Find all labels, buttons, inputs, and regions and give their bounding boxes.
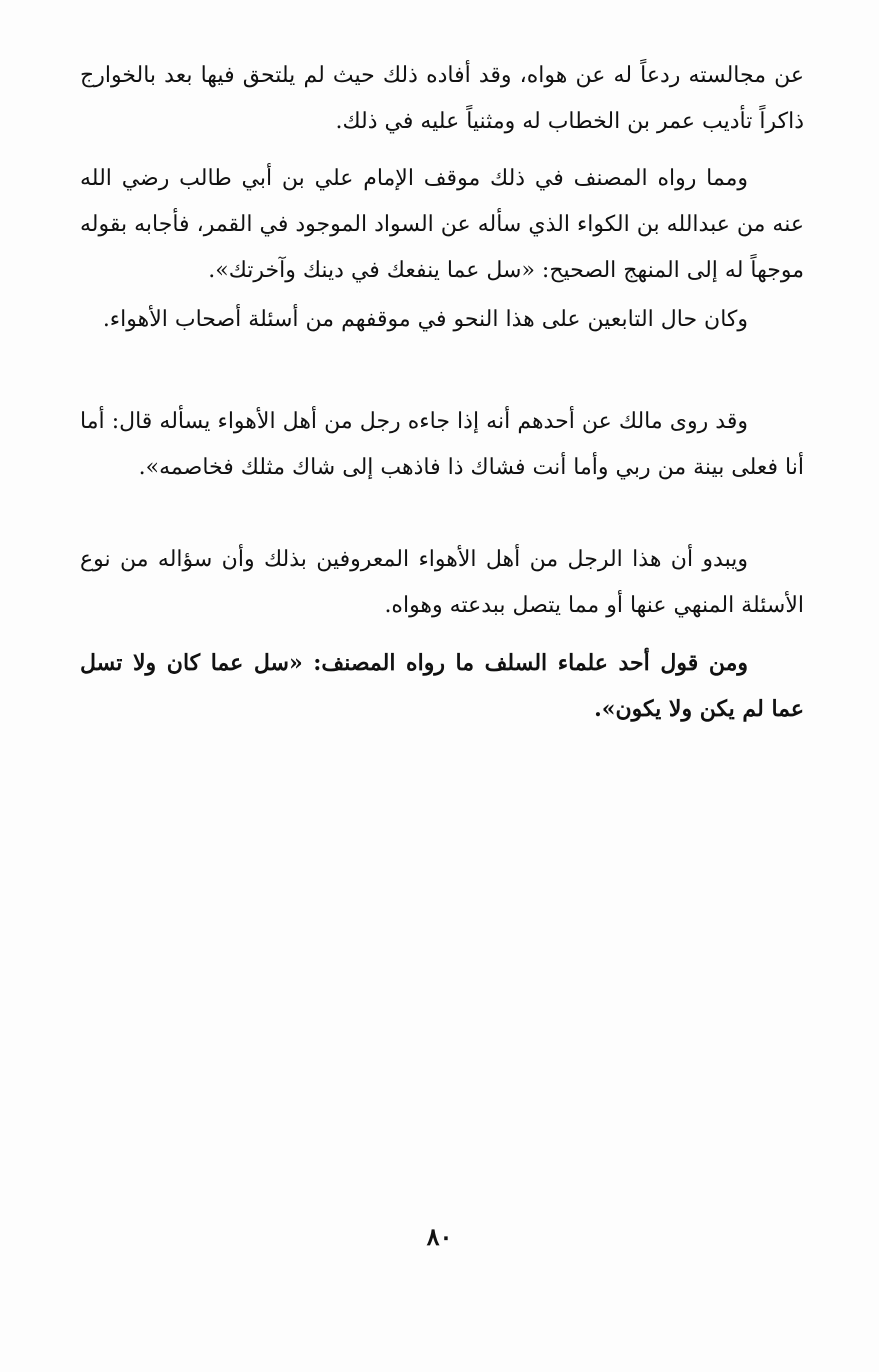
paragraph-3: وكان حال التابعين على هذا النحو في موقفهم من أسئلة أصحاب الأهواء. xyxy=(102,307,748,332)
paragraph-5: ويبدو أن هذا الرجل من أهل الأهواء المعروفين بذلك وأن سؤاله من نوع الأسئلة المنهي عنها أو مما يتصل ببدعته وهواه. xyxy=(80,547,804,618)
paragraph-4: وقد روى مالك عن أحدهم أنه إذا جاءه رجل من أهل الأهواء يسأله قال: أما أنا فعلى بينة من ربي وأما أنت فشاك ذا فاذهب إلى شاك مثلك فخاصمه». xyxy=(80,409,804,480)
paragraph-1: عن مجالسته ردعاً له عن هواه، وقد أفاده ذلك حيث لم يلتحق فيها بعد بالخوارج ذاكراً تأديب عمر بن الخطاب له ومثنياً عليه في ذلك. xyxy=(80,63,804,134)
page-number: ٨٠ xyxy=(426,1222,453,1251)
paragraph-2: ومما رواه المصنف في ذلك موقف الإمام علي بن أبي طالب رضي الله عنه من عبدالله بن الكواء الذي سأله عن السواد الموجود في القمر، فأجابه بقوله موجهاً له إلى المنهج الصحيح: «سل عما ينفعك في دينك وآخرتك». xyxy=(80,166,804,283)
paragraph-6: ومن قول أحد علماء السلف ما رواه المصنف: «سل عما كان ولا تسل عما لم يكن ولا يكون». xyxy=(80,650,804,722)
